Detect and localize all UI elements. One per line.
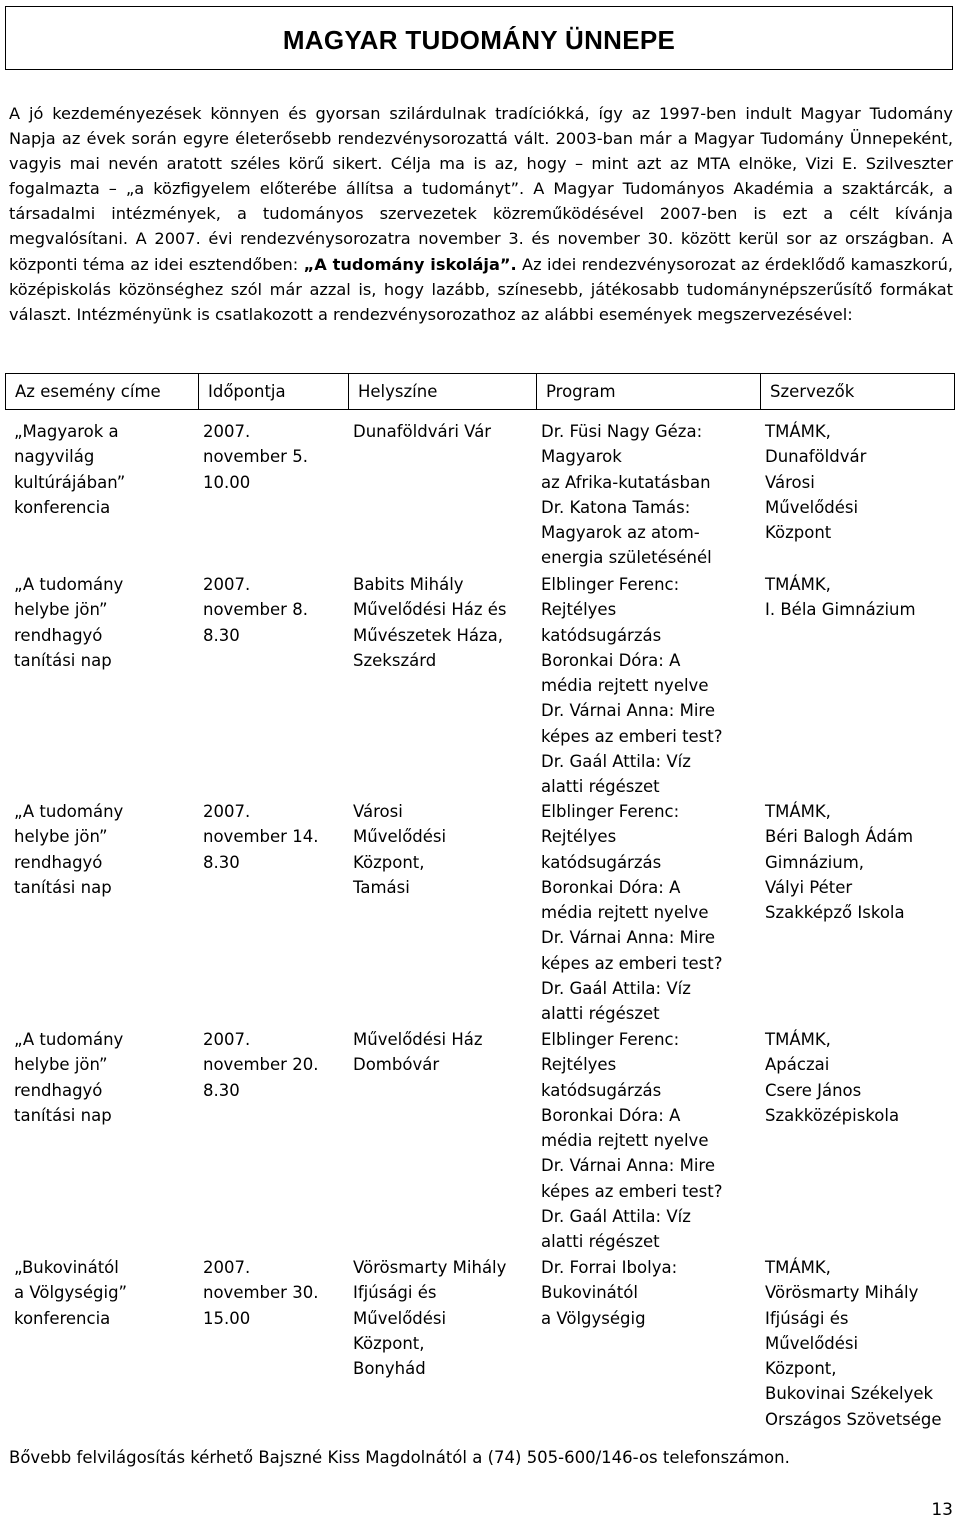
cell-program-line: Dr. Várnai Anna: Mire [541,928,715,948]
cell-organizers [765,1027,899,1128]
cell-organizers-line: Ifjúsági és [765,1308,849,1328]
cell-program-line: Elblinger Ferenc: [541,1030,680,1049]
cell-date [203,419,308,495]
cell-program-line: Dr. Gaál Attila: Víz [541,979,691,999]
cell-organizers-line: Szakképző Iskola [765,903,905,923]
cell-program-line: Dr. Várnai Anna: Mire [541,1156,715,1176]
cell-place-line: Szekszárd [353,650,437,670]
cell-place-line: Művészetek Háza, [353,625,503,645]
cell-organizers-line: Bukovinai Székelyek [765,1384,934,1404]
cell-program-line: katódsugárzás [541,852,662,872]
cell-organizers-line: Szakközépiskola [765,1105,900,1125]
cell-organizers-line: Vályi Péter [765,877,853,897]
cell-program-line: Dr. Gaál Attila: Víz [541,1207,691,1227]
cell-date [203,799,318,875]
cell-title-line: kultúrájában” [14,472,126,492]
cell-title [14,572,123,673]
cell-place-line: Ifjúsági és [353,1283,437,1303]
cell-title-line: tanítási nap [14,650,112,670]
cell-title [14,1255,127,1331]
cell-program-line: katódsugárzás [541,625,662,645]
cell-date-line: 2007. [203,1258,251,1277]
header-cell-program: Program [536,374,760,409]
cell-date-line: 10.00 [203,472,251,492]
cell-organizers-line: TMÁMK, [765,802,831,821]
cell-place-line: Művelődési [353,1308,447,1328]
cell-title-line: „A tudomány [14,1030,124,1049]
cell-organizers-line: Országos Szövetsége [765,1409,942,1429]
cell-title-line: konferencia [14,1308,111,1328]
cell-date [203,1255,318,1331]
intro-paragraph [9,101,953,327]
cell-program-line: Bukovinától [541,1283,638,1303]
cell-place-line: Központ, [353,852,425,872]
header-cell-title: Az esemény címe [15,382,161,401]
cell-program-line: Elblinger Ferenc: [541,575,680,594]
cell-program [541,572,723,800]
cell-title-line: „A tudomány [14,802,124,821]
cell-place-line: Dombóvár [353,1055,440,1075]
cell-title-line: „A tudomány [14,575,124,594]
cell-program-line: média rejtett nyelve [541,903,709,923]
cell-date-line: november 8. [203,600,308,620]
cell-title-line: konferencia [14,497,111,517]
cell-title [14,1027,123,1128]
cell-program-line: Dr. Gaál Attila: Víz [541,752,691,772]
cell-organizers-line: TMÁMK, [765,1258,831,1277]
cell-program-line: alatti régészet [541,1232,660,1252]
cell-place-line: Tamási [353,877,410,897]
cell-program-line: Dr. Katona Tamás: [541,497,691,517]
cell-date-line: 2007. [203,1030,251,1049]
cell-organizers-line: TMÁMK, [765,575,831,594]
cell-program-line: Rejtélyes [541,1055,617,1075]
cell-program-line: a Völgységig [541,1308,646,1328]
cell-organizers-line: Dunaföldvár [765,447,867,467]
cell-title-line: „Magyarok a [14,422,119,441]
cell-program-line: Dr. Forrai Ibolya: [541,1258,678,1277]
cell-date-line: november 5. [203,447,308,467]
page-number: 13 [931,1500,953,1520]
cell-organizers-line: Vörösmarty Mihály [765,1283,919,1303]
cell-place [353,572,507,673]
cell-place-line: Művelődési Ház és [353,600,507,620]
cell-organizers-line: Béri Balogh Ádám [765,827,914,847]
cell-place-line: Babits Mihály [353,575,464,594]
cell-program-line: alatti régészet [541,1004,660,1024]
cell-organizers-line: TMÁMK, [765,422,831,441]
cell-place-line: Művelődési Ház [353,1030,483,1049]
cell-title-line: nagyvilág [14,447,95,467]
cell-organizers [765,799,913,925]
cell-program-line: képes az emberi test? [541,1181,723,1201]
cell-program [541,1255,677,1331]
cell-organizers-line: Csere János [765,1080,862,1100]
cell-program-line: képes az emberi test? [541,953,723,973]
cell-date-line: 2007. [203,802,251,821]
cell-place [353,419,491,444]
cell-organizers-line: TMÁMK, [765,1030,831,1049]
cell-place-line: Városi [353,802,403,821]
cell-date-line: 2007. [203,422,251,441]
cell-organizers-line: Központ, [765,1359,837,1379]
cell-organizers [765,572,916,623]
cell-program-line: Magyarok [541,447,622,467]
cell-place [353,1255,506,1381]
cell-date-line: november 20. [203,1055,319,1075]
cell-date [203,572,308,648]
cell-organizers-line: I. Béla Gimnázium [765,600,916,620]
cell-program-line: média rejtett nyelve [541,1131,709,1151]
cell-program-line: Boronkai Dóra: A [541,650,681,670]
cell-program-line: Boronkai Dóra: A [541,877,681,897]
cell-program [541,419,712,571]
cell-date-line: 8.30 [203,1080,240,1100]
cell-title-line: „Bukovinától [14,1258,119,1277]
cell-program-line: Rejtélyes [541,600,617,620]
cell-place-line: Bonyhád [353,1359,426,1379]
cell-program-line: Boronkai Dóra: A [541,1105,681,1125]
cell-program-line: Magyarok az atom- [541,523,700,543]
cell-date-line: 8.30 [203,625,240,645]
cell-date-line: november 30. [203,1283,319,1303]
cell-organizers [765,419,866,545]
cell-organizers [765,1255,942,1432]
header-cell-place: Helyszíne [348,374,536,409]
cell-program [541,799,723,1027]
cell-title [14,799,123,900]
cell-program [541,1027,723,1255]
cell-title-line: tanítási nap [14,1105,112,1125]
cell-place-line: Vörösmarty Mihály [353,1258,507,1277]
cell-place-line: Központ, [353,1333,425,1353]
cell-program-line: média rejtett nyelve [541,676,709,696]
cell-program-line: Elblinger Ferenc: [541,802,680,821]
cell-place [353,799,446,900]
cell-title-line: tanítási nap [14,877,112,897]
cell-date [203,1027,318,1103]
cell-date-line: 2007. [203,575,251,594]
cell-title-line: rendhagyó [14,625,103,645]
cell-organizers-line: Művelődési [765,497,859,517]
title-box [5,6,953,70]
cell-date-line: 8.30 [203,852,240,872]
cell-title-line: helybe jön” [14,1055,108,1075]
header-cell-organizers: Szervezők [760,374,954,409]
table-header [5,373,955,410]
header-cell-date: Időpontja [198,374,348,409]
intro-theme: „A tudomány iskolája”. [303,254,517,274]
cell-title-line: helybe jön” [14,827,108,847]
cell-title-line: a Völgységig” [14,1283,128,1303]
cell-date-line: 15.00 [203,1308,251,1328]
cell-program-line: Dr. Várnai Anna: Mire [541,701,715,721]
cell-program-line: Dr. Füsi Nagy Géza: [541,422,703,441]
cell-organizers-line: Városi [765,472,815,492]
cell-organizers-line: Művelődési [765,1333,859,1353]
cell-organizers-line: Központ [765,523,832,543]
cell-place-line: Dunaföldvári Vár [353,422,492,441]
cell-place-line: Művelődési [353,827,447,847]
cell-organizers-line: Gimnázium, [765,852,865,872]
cell-program-line: energia születésénél [541,548,712,568]
intro-text-1: A jó kezdeményezések könnyen és gyorsan szilárdulnak tradíciókká, így az 1997-ben indult Magyar Tudomány Napja az évek során egyre életerősebb rendezvénysorozattá vált. 2003-ban már a Magyar Tudomány Ünnepeként, vagyis mai nevén aratott széles körű sikert. Célja ma is az, hogy – mint azt az MTA elnöke, Vizi E. Szilveszter fogalmazta – „a közfigyelem előterébe állítsa a tudományt”. A Magyar Tudományos Akadémia a szaktárcák, a társadalmi intézmények, a tudományos szervezetek közreműködésével 2007-ben is ezt a célt kívánja megvalósítani. A 2007. évi rendezvénysorozatra november 3. és november 30. között kerül sor az országban. A központi téma az idei esztendőben: [9,104,953,274]
cell-program-line: Rejtélyes [541,827,617,847]
cell-title-line: helybe jön” [14,600,108,620]
cell-program-line: képes az emberi test? [541,726,723,746]
cell-organizers-line: Apáczai [765,1055,830,1075]
cell-program-line: az Afrika-kutatásban [541,472,711,492]
cell-title-line: rendhagyó [14,1080,103,1100]
cell-date-line: november 14. [203,827,319,847]
page-title: MAGYAR TUDOMÁNY ÜNNEPE [282,25,676,55]
cell-title-line: rendhagyó [14,852,103,872]
footer-contact: Bővebb felvilágosítás kérhető Bajszné Kiss Magdolnától a (74) 505-600/146-os telefonszámon. [9,1448,790,1467]
cell-program-line: alatti régészet [541,777,660,797]
cell-place [353,1027,483,1078]
cell-program-line: katódsugárzás [541,1080,662,1100]
cell-title [14,419,125,520]
intro-text-2: Az idei rendezvénysorozat az érdeklődő kamaszkorú, középiskolás közönséghez szól már azzal is, hogy lazább, színesebb, játékosabb tudománynépszerűsítő formákat választ. Intézményünk is csatlakozott a rendezvénysorozathoz az alábbi események megszervezésével: [9,254,953,324]
